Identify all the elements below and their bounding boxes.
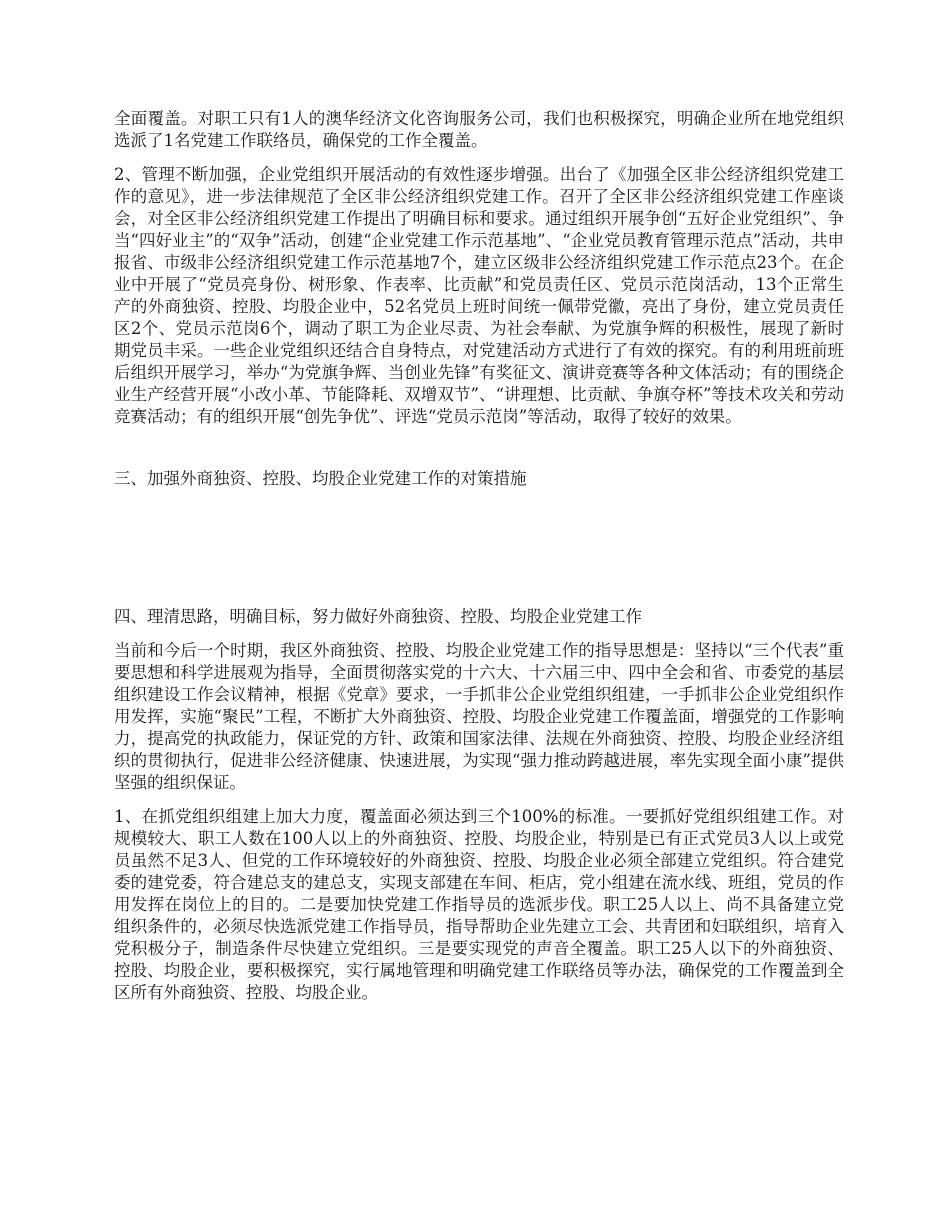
paragraph-coverage-summary: 全面覆盖。对职工只有1人的澳华经济文化咨询服务公司，我们也积极探究，明确企业所在地党组织选派了1名党建工作联络员，确保党的工作全覆盖。 bbox=[114, 109, 844, 150]
section-heading-clarify-goals: 四、理清思路，明确目标，努力做好外商独资、控股、均股企业党建工作 bbox=[114, 607, 642, 626]
paragraph-guiding-ideology: 当前和今后一个时期，我区外商独资、控股、均股企业党建工作的指导思想是：坚持以“三个代表”重要思想和科学进展观为指导，全面贯彻落实党的十六大、十六届三中、四中全会和省、市委党的基层组织建设工作会议精神，根据《党章》要求，一手抓非公企业党组织组建，一手抓非公企业党组织作用发挥，实施“聚民”工程，不断扩大外商独资、控股、均股企业党建工作覆盖面，增强党的工作影响力，提高党的执政能力，保证党的方针、政策和国家法律、法规在外商独资、控股、均股企业经济组织的贯彻执行，促进非公经济健康、快速进展，为实现“强力推动跨越进展，率先实现全面小康”提供坚强的组织保证。 bbox=[114, 641, 844, 792]
paragraph-management-strengthening: 2、管理不断加强，企业党组织开展活动的有效性逐步增强。出台了《加强全区非公经济组织党建工作的意见》，进一步法律规范了全区非公经济组织党建工作。召开了全区非公经济组织党建工作座谈会，对全区非公经济组织党建工作提出了明确目标和要求。通过组织开展争创“五好企业党组织”、争当“四好业主”的“双争”活动，创建“企业党建工作示范基地”、“企业党员教育管理示范点”活动，共申报省、市级非公经济组织党建工作示范基地7个，建立区级非公经济组织党建工作示范点23个。在企业中开展了“党员亮身份、树形象、作表率、比贡献”和党员责任区、党员示范岗活动，13个正常生产的外商独资、控股、均股企业中，52名党员上班时间统一佩带党徽，亮出了身份，建立党员责任区2个、党员示范岗6个，调动了职工为企业尽责、为社会奉献、为党旗争辉的积极性，展现了新时期党员丰采。一些企业党组织还结合自身特点，对党建活动方式进行了有效的探究。有的利用班前班后组织开展学习，举办“为党旗争辉、当创业先锋”有奖征文、演讲竞赛等各种文体活动；有的围绕企业生产经营开展“小改小革、节能降耗、双增双节”、“讲理想、比贡献、争旗夺杯”等技术攻关和劳动竞赛活动；有的组织开展“创先争优”、评选“党员示范岗”等活动，取得了较好的效果。 bbox=[114, 165, 844, 426]
section-heading-countermeasures: 三、加强外商独资、控股、均股企业党建工作的对策措施 bbox=[114, 469, 527, 488]
paragraph-organization-building: 1、在抓党组织组建上加大力度，覆盖面必须达到三个100%的标准。一要抓好党组织组建工作。对规模较大、职工人数在100人以上的外商独资、控股、均股企业，特别是已有正式党员3人以上或党员虽然不足3人、但党的工作环境较好的外商独资、控股、均股企业必须全部建立党组织。符合建党委的建党委，符合建总支的建总支，实现支部建在车间、柜店，党小组建在流水线、班组，党员的作用发挥在岗位上的目的。二是要加快党建工作指导员的选派步伐。职工25人以上、尚不具备建立党组织条件的，必须尽快选派党建工作指导员，指导帮助企业先建立工会、共青团和妇联组织，培育入党积极分子，制造条件尽快建立党组织。三是要实现党的声音全覆盖。职工25人以下的外商独资、控股、均股企业，要积极探究，实行属地管理和明确党建工作联络员等办法，确保党的工作覆盖到全区所有外商独资、控股、均股企业。 bbox=[114, 807, 844, 1002]
document-body bbox=[114, 108, 844, 1016]
